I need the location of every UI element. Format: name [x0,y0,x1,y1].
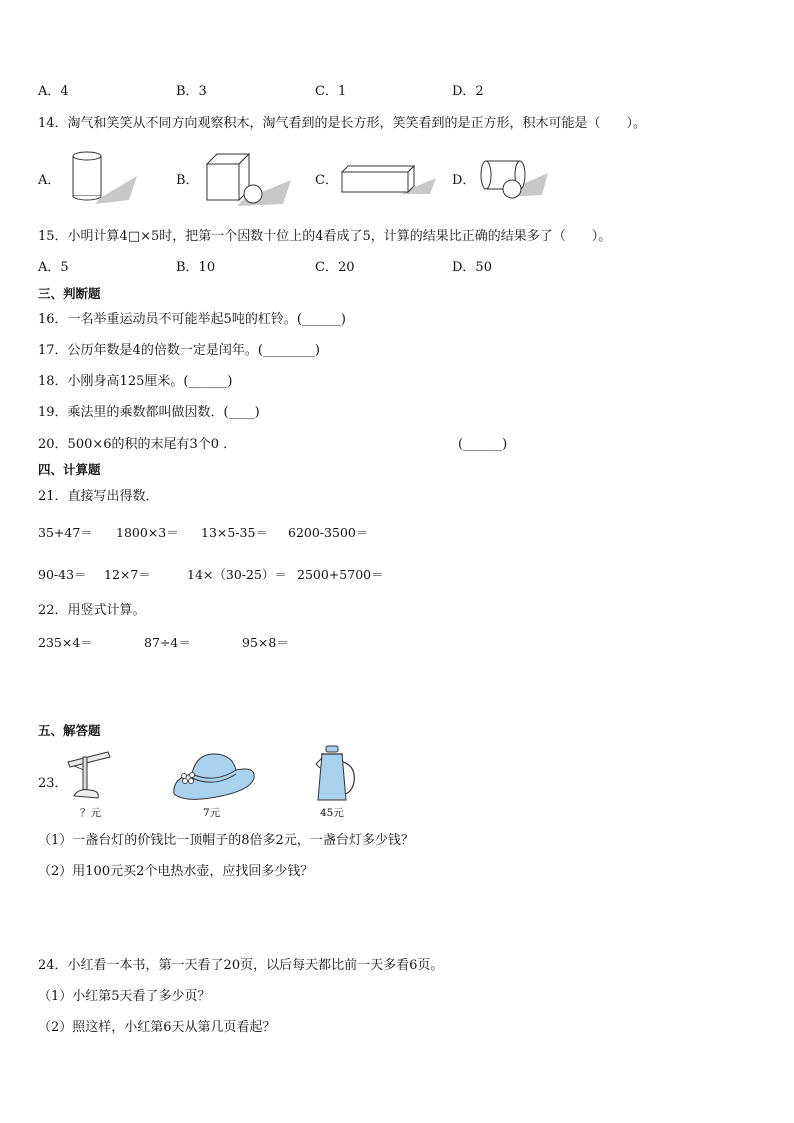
q18-statement: 18．小刚身高125厘米。(______) [38,374,233,389]
q20-statement: 20．500×6的积的末尾有3个0 ． [38,437,237,452]
vertical-calc-item: 87÷4＝ [144,635,191,650]
section-5-heading: 五、解答题 [38,723,101,738]
cube-with-ball-icon [203,150,295,208]
section-4-heading: 四、计算题 [38,462,101,477]
q14-label-b: B． [176,173,199,188]
q24-sub1: （1）小红第5天看了多少页？ [38,989,211,1004]
lamp-price: ？元 [80,807,101,819]
vertical-calc-item: 95×8＝ [242,635,289,650]
q14-label-c: C． [315,173,338,188]
q24-question: 24．小红看一本书，第一天看了20页，以后每天都比前一天多看6页。 [38,958,444,973]
q22-instruction: 22．用竖式计算。 [38,603,146,618]
kettle-price: 45元 [320,807,344,819]
calc-item: 1800×3＝ [116,525,179,540]
calc-item: 2500+5700＝ [297,567,384,582]
vertical-calc-item: 235×4＝ [38,635,93,650]
cylinder-upright-icon [65,148,140,206]
q20-answer-blank: (______) [458,437,508,452]
electric-kettle-icon [312,744,360,804]
q24-sub2: （2）照这样，小红第6天从第几页看起？ [38,1020,276,1035]
long-cuboid-icon [338,162,438,196]
q23-sub1: （1）一盏台灯的价钱比一顶帽子的8倍多2元，一盏台灯多少钱？ [38,833,414,848]
q13-option-d: D．2 [452,84,484,99]
q23-sub2: （2）用100元买2个电热水壶，应找回多少钱？ [38,864,314,879]
q15-option-b: B．10 [176,260,216,275]
q23-number: 23． [38,776,68,791]
q14-label-a: A． [38,173,61,188]
q21-instruction: 21．直接写出得数． [38,489,159,504]
q15-question: 15．小明计算4□×5时，把第一个因数十位上的4看成了5，计算的结果比正确的结果多了（ ）。 [38,229,612,244]
q14-label-d: D． [452,173,476,188]
calc-item: 6200-3500＝ [288,525,369,540]
q14-question: 14．淘气和笑笑从不同方向观察积木，淘气看到的是长方形，笑笑看到的是正方形，积木可能是（ ）。 [38,116,647,131]
q16-statement: 16．一名举重运动员不可能举起5吨的杠铃。(______) [38,312,346,327]
cylinder-lying-icon [476,155,551,201]
q13-option-b: B．3 [176,84,207,99]
q15-option-d: D．50 [452,260,492,275]
hat-price: 7元 [203,807,221,819]
q13-option-a: A．4 [38,84,69,99]
section-3-heading: 三、判断题 [38,286,101,301]
q13-option-c: C．1 [315,84,347,99]
sun-hat-icon [170,748,258,806]
calc-item: 14×（30-25）＝ [187,567,287,582]
q19-statement: 19．乘法里的乘数都叫做因数．(____) [38,405,260,420]
q15-option-a: A．5 [38,260,69,275]
calc-item: 12×7＝ [104,567,151,582]
calc-item: 90-43＝ [38,567,87,582]
calc-item: 13×5-35＝ [201,525,268,540]
desk-lamp-icon [64,748,116,804]
q15-option-c: C．20 [315,260,355,275]
q17-statement: 17．公历年数是4的倍数一定是闰年。(________) [38,343,320,358]
calc-item: 35+47＝ [38,525,93,540]
